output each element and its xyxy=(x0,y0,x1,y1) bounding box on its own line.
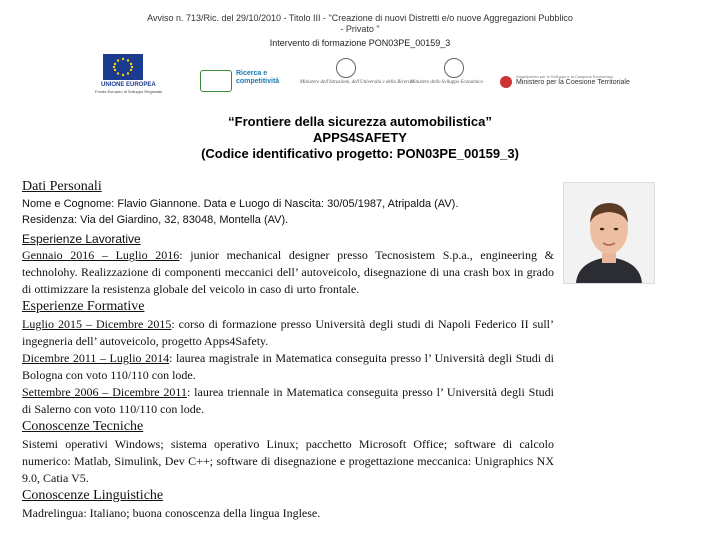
work-item-1 xyxy=(22,247,554,298)
training-item-2 xyxy=(22,350,554,384)
work-item-1-text: : junior mechanical designer presso Tecnosistem S.p.a., engineering & technolohy. Realizzazione di componenti meccanici dell’ autoveicolo, disegnazione di una crash box in grado di ottimizzare la resistenza globale del veicolo in caso di urto frontale. xyxy=(22,248,554,296)
header-intervention: Intervento di formazione PON03PE_00159_3 xyxy=(269,38,451,48)
pon-emblem-icon xyxy=(200,70,232,92)
project-title: “Frontiere della sicurezza automobilistica” xyxy=(228,114,492,129)
republic-seal-icon xyxy=(336,58,356,78)
republic-emblem-icon xyxy=(500,76,512,88)
training-item-1-period: Luglio 2015 – Dicembre 2015 xyxy=(22,317,172,331)
personal-line-2: Residenza: Via del Giardino, 32, 83048, Montella (AV). xyxy=(22,214,289,226)
coesione-name: Ministero per la Coesione Territoriale xyxy=(516,79,630,86)
cv-content xyxy=(22,178,554,522)
tech-skills-text: Sistemi operativi Windows; sistema operativo Linux; pacchetto Microsoft Office; software di calcolo numerico: Matlab, Simulink, Dev C++; software di disegnazione e progettazione meccanica: Unigraphics NX 9.0, Catia V5. xyxy=(22,437,554,485)
eu-flag-icon xyxy=(103,54,143,80)
project-acronym: APPS4SAFETY xyxy=(313,130,407,145)
miur-name: Ministero dell'Istruzione, dell'Università e della Ricerca xyxy=(300,80,413,85)
training-item-1 xyxy=(22,316,554,350)
coesione-dept: Dipartimento per lo Sviluppo e la Coesione Economica xyxy=(516,74,613,79)
pon-text: Ricerca e competitività xyxy=(236,70,280,85)
pon-logo xyxy=(200,70,285,92)
training-item-3 xyxy=(22,384,554,418)
header-notice-cont: - Privato " xyxy=(340,24,380,34)
training-item-3-period: Settembre 2006 – Dicembre 2011 xyxy=(22,385,187,399)
mise-name: Ministero dello Sviluppo Economico xyxy=(410,80,483,85)
training-item-3-text: : laurea triennale in Matematica conseguita presso l’ Università degli Studi di Salerno con voto 110/110 con lode. xyxy=(22,385,554,416)
training-item-2-text: : laurea magistrale in Matematica conseguita presso l’ Università degli Studi di Bologna con voto 110/110 con lode. xyxy=(22,351,554,382)
header-notice: Avviso n. 713/Ric. del 29/10/2010 - Titolo III - "Creazione di nuovi Distretti e/o nuove Aggregazioni Pubblico xyxy=(147,13,573,23)
work-item-1-period: Gennaio 2016 – Luglio 2016 xyxy=(22,248,180,262)
personal-line-1: Nome e Cognome: Flavio Giannone. Data e Luogo di Nascita: 30/05/1987, Atripalda (AV). xyxy=(22,198,459,210)
section-languages: Conoscenze Linguistiche xyxy=(22,488,164,503)
republic-seal-icon xyxy=(444,58,464,78)
section-training: Esperienze Formative xyxy=(22,299,145,314)
training-item-1-text: : corso di formazione presso Università degli studi di Napoli Federico II sull’ ingegneria dell’ autoveicolo, progetto Apps4Safety. xyxy=(22,317,554,348)
languages-text: Madrelingua: Italiano; buona conoscenza della lingua Inglese. xyxy=(22,506,321,520)
logo-strip xyxy=(0,54,720,96)
eu-subtitle: Fondo Europeo di Sviluppo Regionale xyxy=(95,89,163,94)
project-code: (Codice identificativo progetto: PON03PE_00159_3) xyxy=(201,146,519,161)
section-personal-data: Dati Personali xyxy=(22,179,102,194)
training-item-2-period: Dicembre 2011 – Luglio 2014 xyxy=(22,351,170,365)
section-work-experience: Esperienze Lavorative xyxy=(22,232,141,246)
profile-photo xyxy=(563,182,655,284)
eu-title: UNIONE EUROPEA xyxy=(101,82,156,88)
section-technical-skills: Conoscenze Tecniche xyxy=(22,419,144,434)
